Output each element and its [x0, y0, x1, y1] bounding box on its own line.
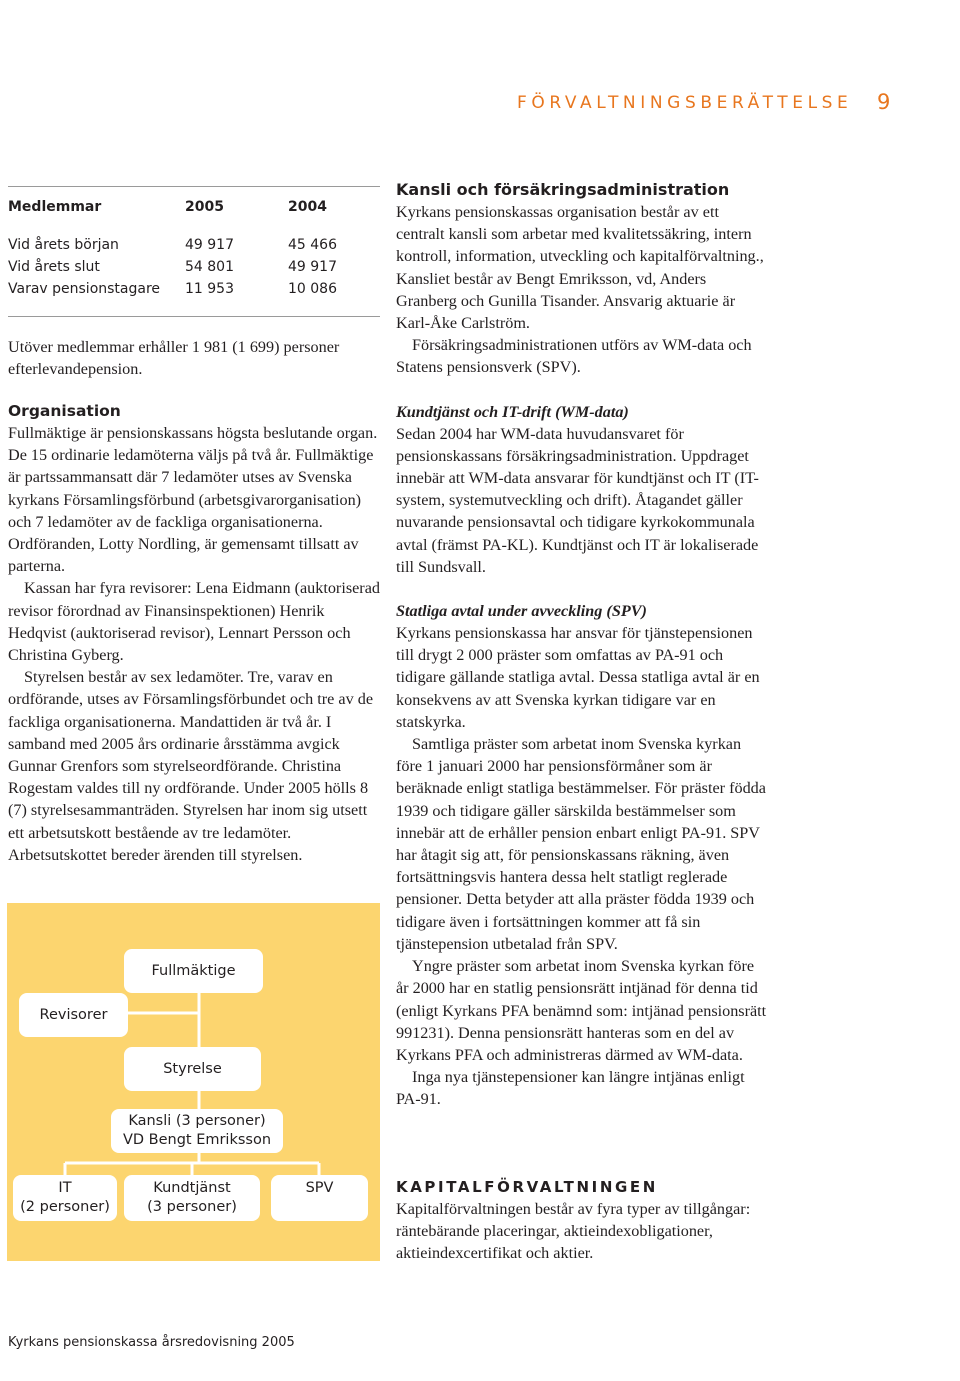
survivors-block — [8, 336, 380, 380]
survivors-paragraph: Utöver medlemmar erhåller 1 981 (1 699) personer efterlevandepension. — [8, 338, 340, 379]
table-header-row — [8, 199, 380, 221]
org-box-styrelse — [124, 1047, 261, 1091]
table-cell: 49 917 — [185, 237, 234, 253]
table-bottom-rule — [8, 316, 380, 317]
table-row — [8, 259, 380, 281]
footer-text: Kyrkans pensionskassa årsredovisning 2005 — [8, 1335, 295, 1350]
org-box-label: Fullmäktige — [151, 962, 236, 979]
org-chart — [7, 903, 380, 1261]
org-box-label: Styrelse — [163, 1060, 222, 1077]
org-box-label: (2 personer) — [20, 1199, 110, 1215]
table-cell: 10 086 — [288, 281, 337, 297]
statliga-paragraph: Yngre präster som arbetat inom Svenska kyrkan före år 2000 har en statlig pensionsrätt intjänad för denna tid (enligt Kyrkans PFA benämnd som: intjänad pensionsrätt 991231). Denna pensionsrätt hanteras som en del av Kyrkans PFA och administreras därmed av WM-data. — [396, 957, 767, 1064]
table-cell: 45 466 — [288, 237, 337, 253]
organisation-heading: Organisation — [8, 402, 121, 420]
org-box-label: Revisorer — [39, 1006, 108, 1023]
org-box-label: Kansli (3 personer) — [128, 1113, 266, 1129]
statliga-heading: Statliga avtal under avveckling (SPV) — [396, 602, 647, 621]
org-box-kansli — [111, 1109, 283, 1153]
org-box-revisorer — [19, 993, 128, 1037]
org-box-spv — [271, 1175, 368, 1221]
kansli-heading: Kansli och försäkringsadministration — [396, 180, 730, 199]
kansli-paragraph: Kyrkans pensionskassas organisation består av ett centralt kansli som arbetar med kvalitetssäkring, intern kontroll, information, utveckling och kapitalförvaltning., Kansliet består av Bengt Emriksson, vd, Anders Granberg och Gunilla Tisander. Ansvarig aktuarie är Karl-Åke Carlström. — [396, 203, 764, 333]
organisation-paragraph: Styrelsen består av sex ledamöter. Tre, varav en ordförande, utses av Församlingsförbundet och tre av de fackliga organisationerna. Mandattiden är två år. I samband med 2005 års ordinarie årsstämma avgick Gunnar Grenfors som styrelseordförande. Christina Rogestam valdes till ny ordförande. Under 2005 hölls 8 (7) styrelsesammanträden. Styrelsen har inom sig utsett ett arbetsutskott bestående av tre ledamöter. Arbetsutskottet bereder ärenden till styrelsen. — [8, 668, 374, 864]
table-cell: Vid årets början — [8, 237, 119, 253]
kapital-heading: KAPITALFÖRVALTNINGEN — [396, 1178, 658, 1196]
table-top-rule — [8, 186, 380, 187]
kundtjanst-paragraph: Sedan 2004 har WM-data huvudansvaret för pensionskassans försäkringsadministration. Uppdraget innebär att WM-data ansvarar för kundtjänst och IT (IT-system, systemutveckling och drift). Åtagandet gäller nuvarande pensionsavtal och tidigare kyrkokommunala avtal (främst PA-KL). Kundtjänst och IT är lokaliserade till Sundsvall. — [396, 424, 759, 576]
statliga-paragraph: Inga nya tjänstepensioner kan längre intjänas enligt PA-91. — [396, 1068, 745, 1109]
members-table — [8, 199, 380, 303]
org-box-label: IT — [58, 1180, 72, 1196]
right-column — [396, 179, 768, 1111]
table-cell: Vid årets slut — [8, 259, 100, 275]
statliga-paragraph: Kyrkans pensionskassa har ansvar för tjänstepensionen till drygt 2 000 präster som omfattas av PA-91 och tidigare gällande statliga avtal. Dessa statliga avtal är en konsekvens av att Svenska kyrkan tidigare var en statskyrka. — [396, 624, 760, 731]
org-box-label: VD Bengt Emriksson — [122, 1132, 272, 1148]
table-cell: 11 953 — [185, 281, 234, 297]
org-box-fullmaktige — [124, 949, 263, 993]
table-cell: 54 801 — [185, 259, 234, 275]
table-cell: Varav pensionstagare — [8, 281, 161, 297]
org-box-it — [13, 1175, 117, 1221]
kapital-paragraph: Kapitalförvaltningen består av fyra typer av tillgångar: räntebärande placeringar, aktieindexobligationer, aktieindexcertifikat och aktier. — [396, 1200, 751, 1263]
statliga-paragraph: Samtliga präster som arbetat inom Svenska kyrkan före 1 januari 2000 har pensionsförmåner som är beräknade enligt statliga bestämmelser. För präster födda 1939 och tidigare gäller särskilda bestämmelser som innebär att de erhåller pension enbart enligt PA-91. SPV har åtagit sig att, för pensionskassans räkning, även fortsättningsvis hantera dessa helt statligt reglerade pensioner. Detta betyder att alla präster födda 1939 och tidigare även i fortsättningen kommer att få sin tjänstepension utbetalad från SPV. — [396, 735, 766, 953]
kapital-section — [396, 1176, 768, 1265]
table-row — [8, 237, 380, 259]
org-box-kundtjanst — [124, 1175, 260, 1221]
organisation-paragraph: Fullmäktige är pensionskassans högsta beslutande organ. De 15 ordinarie ledamöterna väljs på två år. Fullmäktige är partssammansatt där 7 ledamöter utses av Svenska kyrkans Församlingsförbund (arbetsgivarorganisation) och 7 ledamöter av de fackliga organisationerna. Ordföranden, Lotty Nordling, är gemensamt tillsatt av parterna. — [8, 424, 378, 576]
kundtjanst-heading: Kundtjänst och IT-drift (WM-data) — [396, 402, 629, 421]
table-header-cell: Medlemmar — [8, 199, 102, 215]
table-header-cell: 2005 — [185, 199, 224, 215]
kansli-paragraph: Försäkringsadministrationen utförs av WM-data och Statens pensionsverk (SPV). — [396, 336, 752, 377]
section-title: FÖRVALTNINGSBERÄTTELSE — [517, 93, 853, 113]
org-box-label: SPV — [305, 1180, 334, 1196]
page-number: 9 — [877, 90, 891, 114]
org-box-label: Kundtjänst — [153, 1180, 231, 1196]
table-cell: 49 917 — [288, 259, 337, 275]
organisation-section — [8, 400, 380, 866]
organisation-paragraph: Kassan har fyra revisorer: Lena Eidmann (auktoriserad revisor förordnad av Finansinspektionen) Henrik Hedqvist (auktoriserad revisor), Lennart Persson och Christina Gyberg. — [8, 579, 380, 665]
org-box-label: (3 personer) — [147, 1199, 237, 1215]
table-row — [8, 281, 380, 303]
table-header-cell: 2004 — [288, 199, 327, 215]
